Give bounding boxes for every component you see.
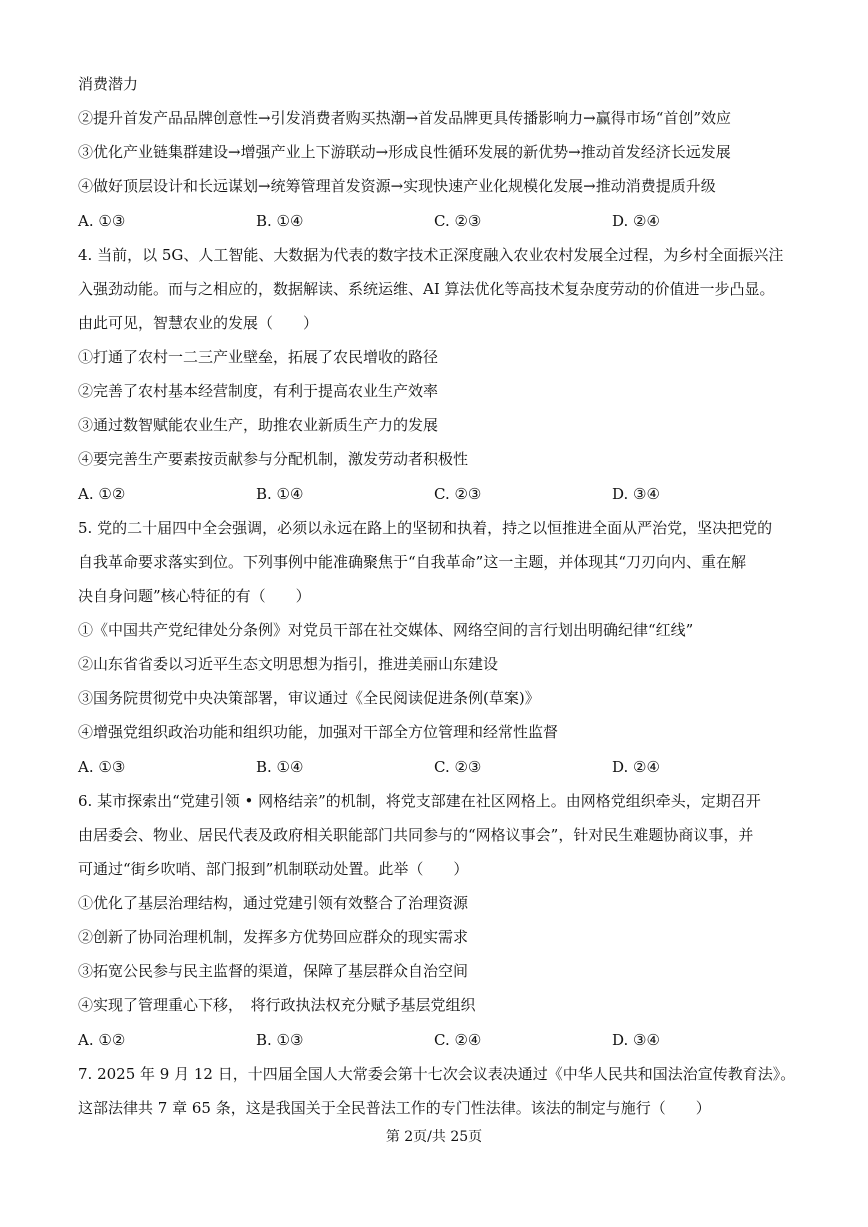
q4-option-d: D. ③④ xyxy=(612,485,660,503)
q3-option-c: C. ②③ xyxy=(434,212,482,230)
q7-stem-line-2: 这部法律共 7 章 65 条，这是我国关于全民普法工作的专门性法律。该法的制定与施行（ ） xyxy=(78,1099,711,1117)
q5-statement-1: ①《中国共产党纪律处分条例》对党员干部在社交媒体、网络空间的言行划出明确纪律“红线” xyxy=(78,621,694,639)
q3-option-d: D. ②④ xyxy=(612,212,660,230)
q5-option-b: B. ①④ xyxy=(256,758,304,776)
q3-statement-3: ③优化产业链集群建设→增强产业上下游联动→形成良性循环发展的新优势→推动首发经济长远发展 xyxy=(78,143,731,161)
q4-options xyxy=(78,484,798,504)
q6-statement-1: ①优化了基层治理结构，通过党建引领有效整合了治理资源 xyxy=(78,894,469,912)
q5-stem-line-3: 决自身问题”核心特征的有（ ） xyxy=(78,587,311,605)
q6-stem-line-3: 可通过“街乡吹哨、部门报到”机制联动处置。此举（ ） xyxy=(78,860,469,878)
q6-statement-4: ④实现了管理重心下移， 将行政执法权充分赋予基层党组织 xyxy=(78,996,476,1014)
q4-statement-2: ②完善了农村基本经营制度，有利于提高农业生产效率 xyxy=(78,382,439,400)
q4-option-a: A. ①② xyxy=(78,485,126,503)
q5-stem-line-1: 5. 党的二十届四中全会强调，必须以永远在路上的坚韧和执着，持之以恒推进全面从严治党，坚决把党的 xyxy=(78,519,773,537)
q6-stem-line-2: 由居委会、物业、居民代表及政府相关职能部门共同参与的“网格议事会”，针对民生难题协商议事，并 xyxy=(78,826,754,844)
q6-stem-line-1: 6. 某市探索出“党建引领 • 网格结亲”的机制，将党支部建在社区网格上。由网格党组织牵头，定期召开 xyxy=(78,792,761,810)
q4-stem-line-3: 由此可见，智慧农业的发展（ ） xyxy=(78,314,319,332)
q4-statement-4: ④要完善生产要素按贡献参与分配机制，激发劳动者积极性 xyxy=(78,450,469,468)
q3-option-a: A. ①③ xyxy=(78,212,126,230)
q6-statement-2: ②创新了协同治理机制，发挥多方优势回应群众的现实需求 xyxy=(78,928,469,946)
q6-statement-3: ③拓宽公民参与民主监督的渠道，保障了基层群众自治空间 xyxy=(78,962,469,980)
q6-options xyxy=(78,1030,798,1050)
q5-statement-3: ③国务院贯彻党中央决策部署，审议通过《全民阅读促进条例(草案)》 xyxy=(78,689,540,707)
q5-option-d: D. ②④ xyxy=(612,758,660,776)
q4-statement-1: ①打通了农村一二三产业壁垒，拓展了农民增收的路径 xyxy=(78,348,439,366)
q6-option-a: A. ①② xyxy=(78,1031,126,1049)
q3-statement-4: ④做好顶层设计和长远谋划→统筹管理首发资源→实现快速产业化规模化发展→推动消费提质升级 xyxy=(78,177,716,195)
q4-stem-line-2: 入强劲动能。而与之相应的，数据解读、系统运维、AI 算法优化等高技术复杂度劳动的价值进一步凸显。 xyxy=(78,280,775,298)
q3-statement-2: ②提升首发产品品牌创意性→引发消费者购买热潮→首发品牌更具传播影响力→赢得市场“首创”效应 xyxy=(78,109,732,127)
q4-statement-3: ③通过数智赋能农业生产，助推农业新质生产力的发展 xyxy=(78,416,439,434)
q3-option-b: B. ①④ xyxy=(256,212,304,230)
q5-stem-line-2: 自我革命要求落实到位。下列事例中能准确聚焦于“自我革命”这一主题，并体现其“刀刃向内、重在解 xyxy=(78,553,747,571)
q5-statement-4: ④增强党组织政治功能和组织功能，加强对干部全方位管理和经常性监督 xyxy=(78,723,559,741)
q5-options xyxy=(78,757,798,777)
q7-stem-line-1: 7. 2025 年 9 月 12 日，十四届全国人大常委会第十七次会议表决通过《中华人民共和国法治宣传教育法》。 xyxy=(78,1065,796,1083)
q4-option-c: C. ②③ xyxy=(434,485,482,503)
page-number: 第 2页/共 25页 xyxy=(385,1129,483,1145)
q6-option-d: D. ③④ xyxy=(612,1031,660,1049)
q5-statement-2: ②山东省省委以习近平生态文明思想为指引，推进美丽山东建设 xyxy=(78,655,499,673)
q3-stem-end: 消费潜力 xyxy=(78,75,139,93)
q3-options xyxy=(78,211,798,231)
q6-option-b: B. ①③ xyxy=(256,1031,304,1049)
q5-option-c: C. ②③ xyxy=(434,758,482,776)
q6-option-c: C. ②④ xyxy=(434,1031,482,1049)
q4-option-b: B. ①④ xyxy=(256,485,304,503)
q4-stem-line-1: 4. 当前，以 5G、人工智能、大数据为代表的数字技术正深度融入农业农村发展全过程，为乡村全面振兴注 xyxy=(78,246,784,264)
q5-option-a: A. ①③ xyxy=(78,758,126,776)
